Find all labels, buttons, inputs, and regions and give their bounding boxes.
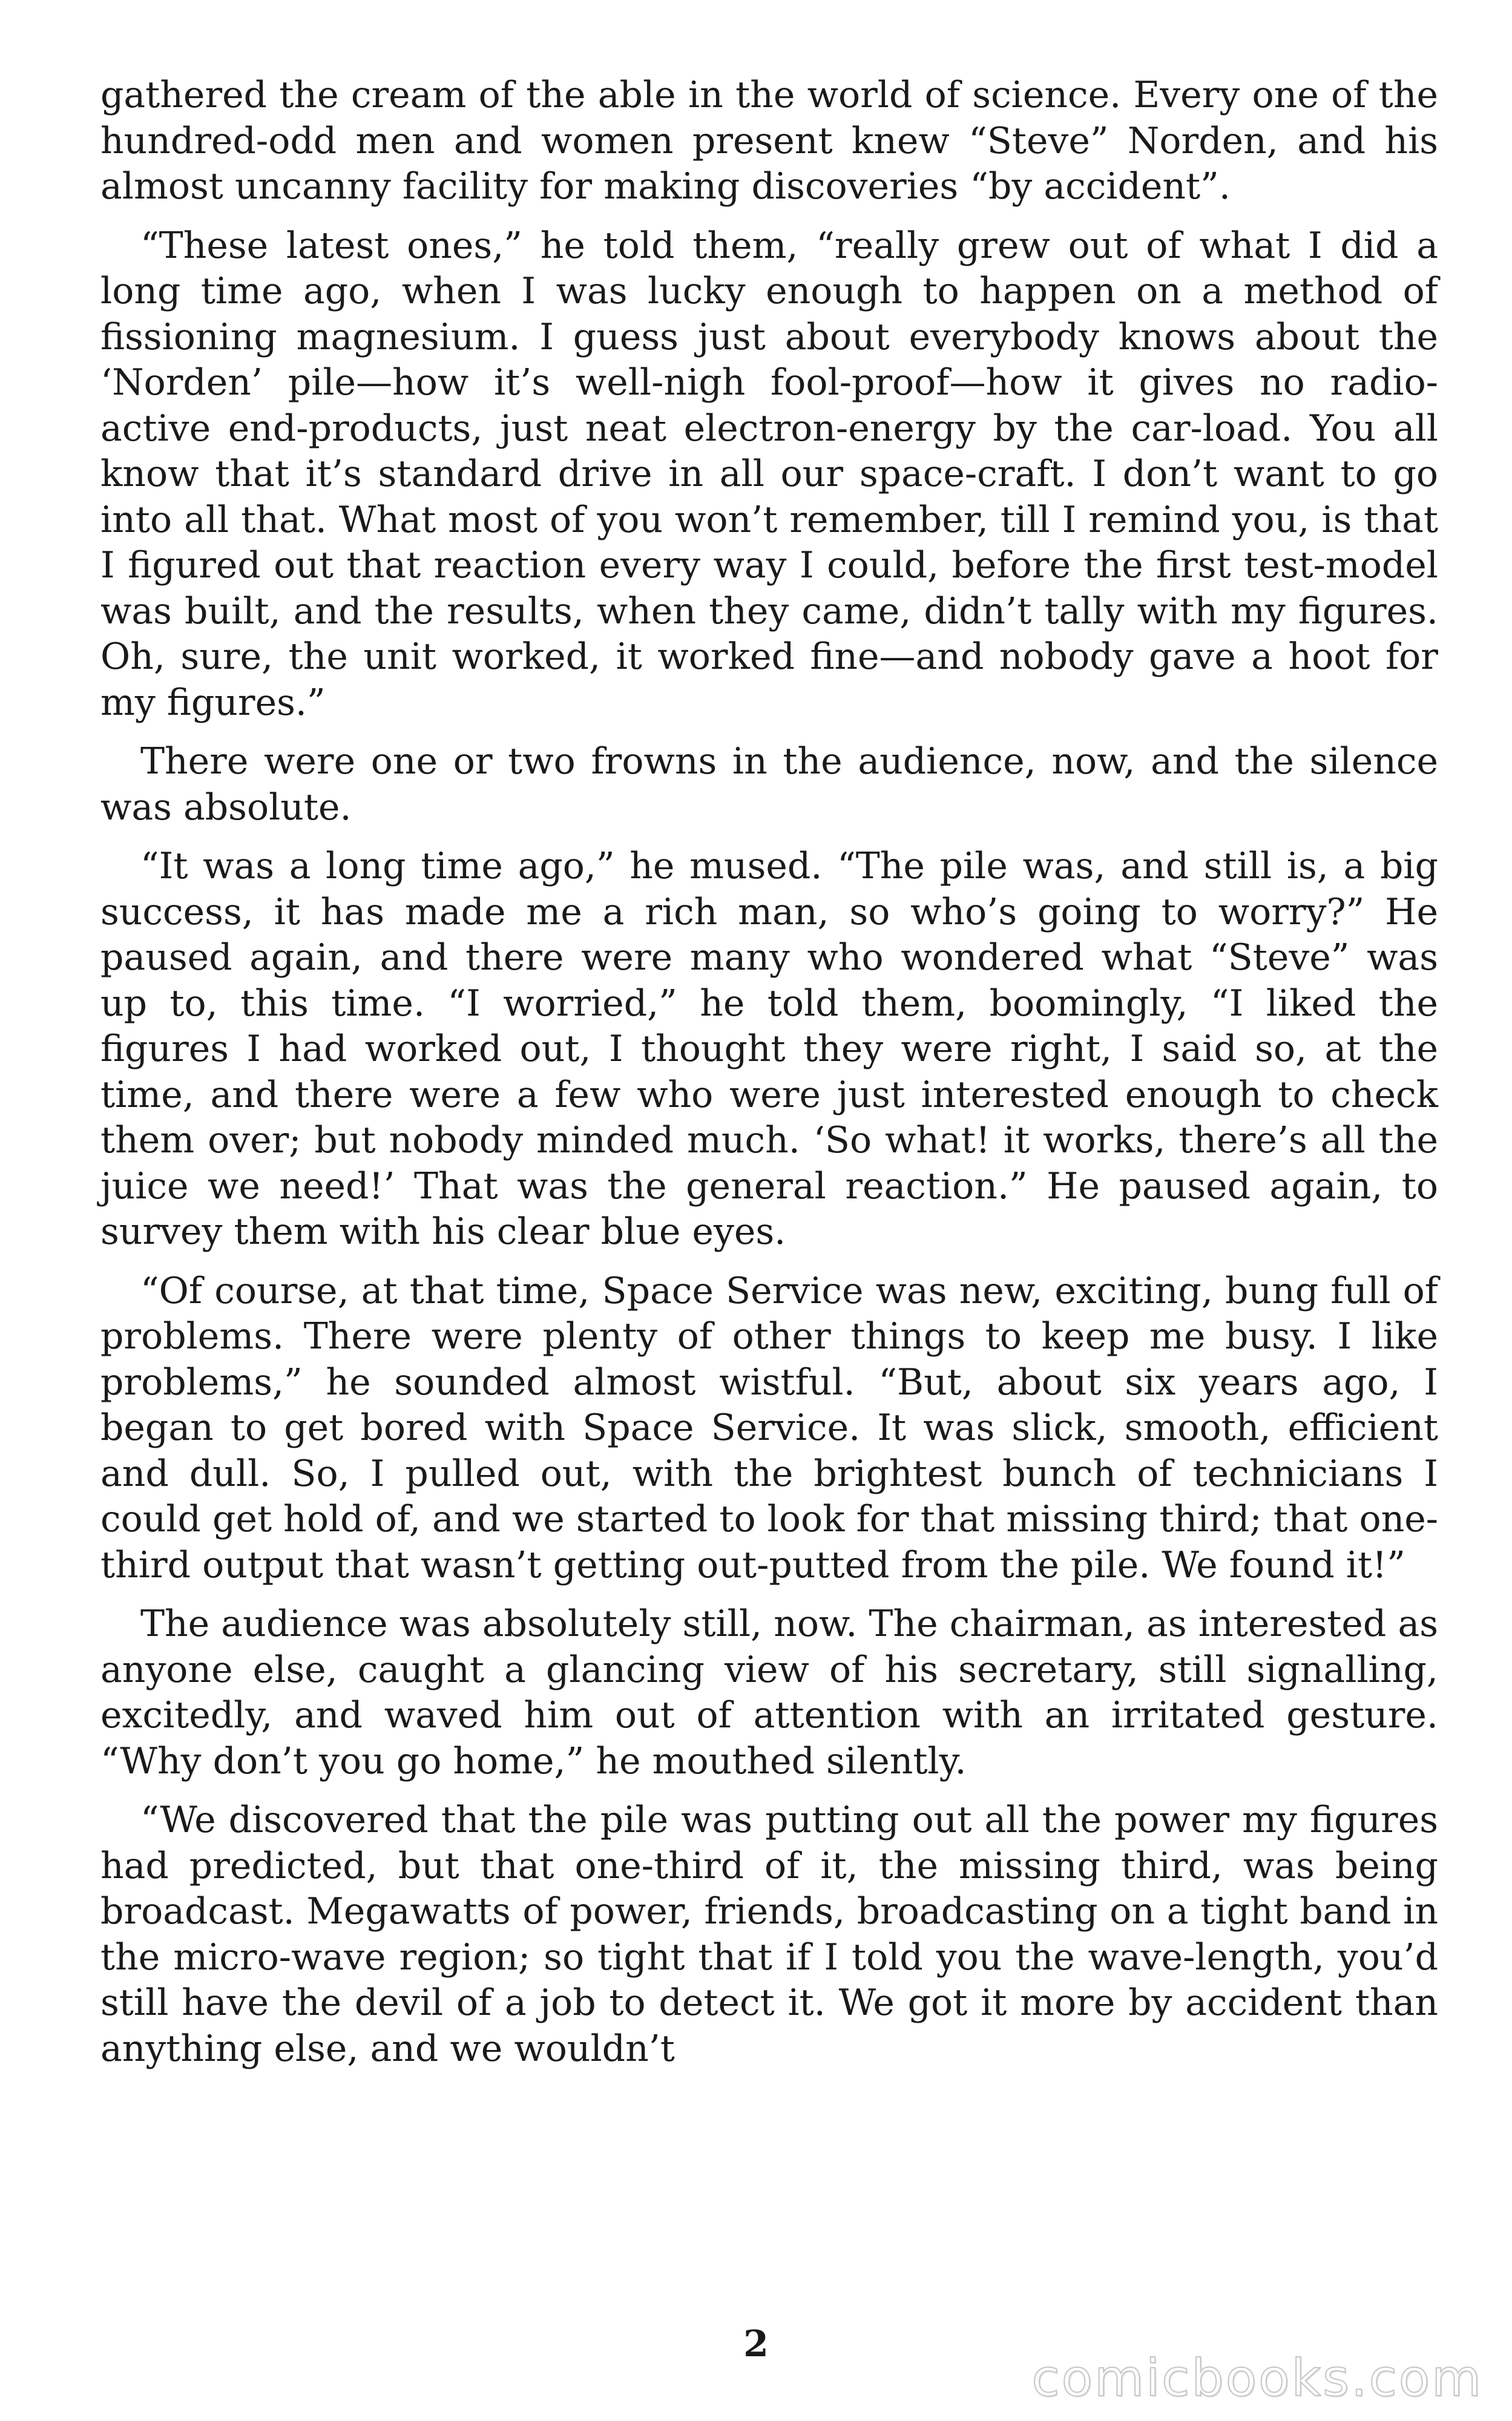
paragraph-2: “These latest ones,” he told them, “really grew out of what I did a long time ago, when I was lucky enough to happen on a method of fissioning magnesium. I guess just about everybody knows about the ‘Norden’ pile—how it’s well-nigh fool-proof—how it gives no radio-active end-products, just neat electron-energy by the car-load. You all know that it’s standard drive in all our space-craft. I don’t want to go into all that. What most of you won’t remember, till I remind you, is that I figured out that reaction every way I could, before the first test-model was built, and the results, when they came, didn’t tally with my figures. Oh, sure, the unit worked, it worked fine—and nobody gave a hoot for my figures.” (100, 224, 1438, 724)
paragraph-3: There were one or two frowns in the audience, now, and the silence was absolute. (100, 740, 1438, 829)
page-body (100, 73, 1438, 2085)
paragraph-5: “Of course, at that time, Space Service was new, exciting, bung full of problems. There were plenty of other things to keep me busy. I like problems,” he sounded almost wistful. “But, about six years ago, I began to get bored with Space Service. It was slick, smooth, efficient and dull. So, I pulled out, with the brightest bunch of technicians I could get hold of, and we started to look for that missing third; that one-third output that wasn’t getting out-putted from the pile. We found it!” (100, 1269, 1438, 1586)
paragraph-4: “It was a long time ago,” he mused. “The pile was, and still is, a big success, it has made me a rich man, so who’s going to worry?” He paused again, and there were many who wondered what “Steve” was up to, this time. “I worried,” he told them, boomingly, “I liked the figures I had worked out, I thought they were right, I said so, at the time, and there were a few who were just interested enough to check them over; but nobody minded much. ‘So what! it works, there’s all the juice we need!’ That was the general reaction.” He paused again, to survey them with his clear blue eyes. (100, 845, 1438, 1253)
paragraph-6: The audience was absolutely still, now. The chairman, as interested as anyone else, caught a glancing view of his secretary, still signalling, excitedly, and waved him out of attention with an irritated gesture. “Why don’t you go home,” he mouthed silently. (100, 1603, 1438, 1782)
watermark: comicbooks.com (1031, 2348, 1483, 2408)
page-number: 2 (743, 2323, 769, 2365)
paragraph-7: “We discovered that the pile was putting out all the power my figures had predicted, but that one-third of it, the missing third, was being broadcast. Megawatts of power, friends, broadcasting on a tight band in the micro-wave region; so tight that if I told you the wave-length, you’d still have the devil of a job to detect it. We got it more by accident than anything else, and we wouldn’t (100, 1799, 1438, 2070)
paragraph-1: gathered the cream of the able in the world of science. Every one of the hundred-odd men and women present knew “Steve” Norden, and his almost uncanny facility for making discoveries “by accident”. (100, 74, 1438, 208)
